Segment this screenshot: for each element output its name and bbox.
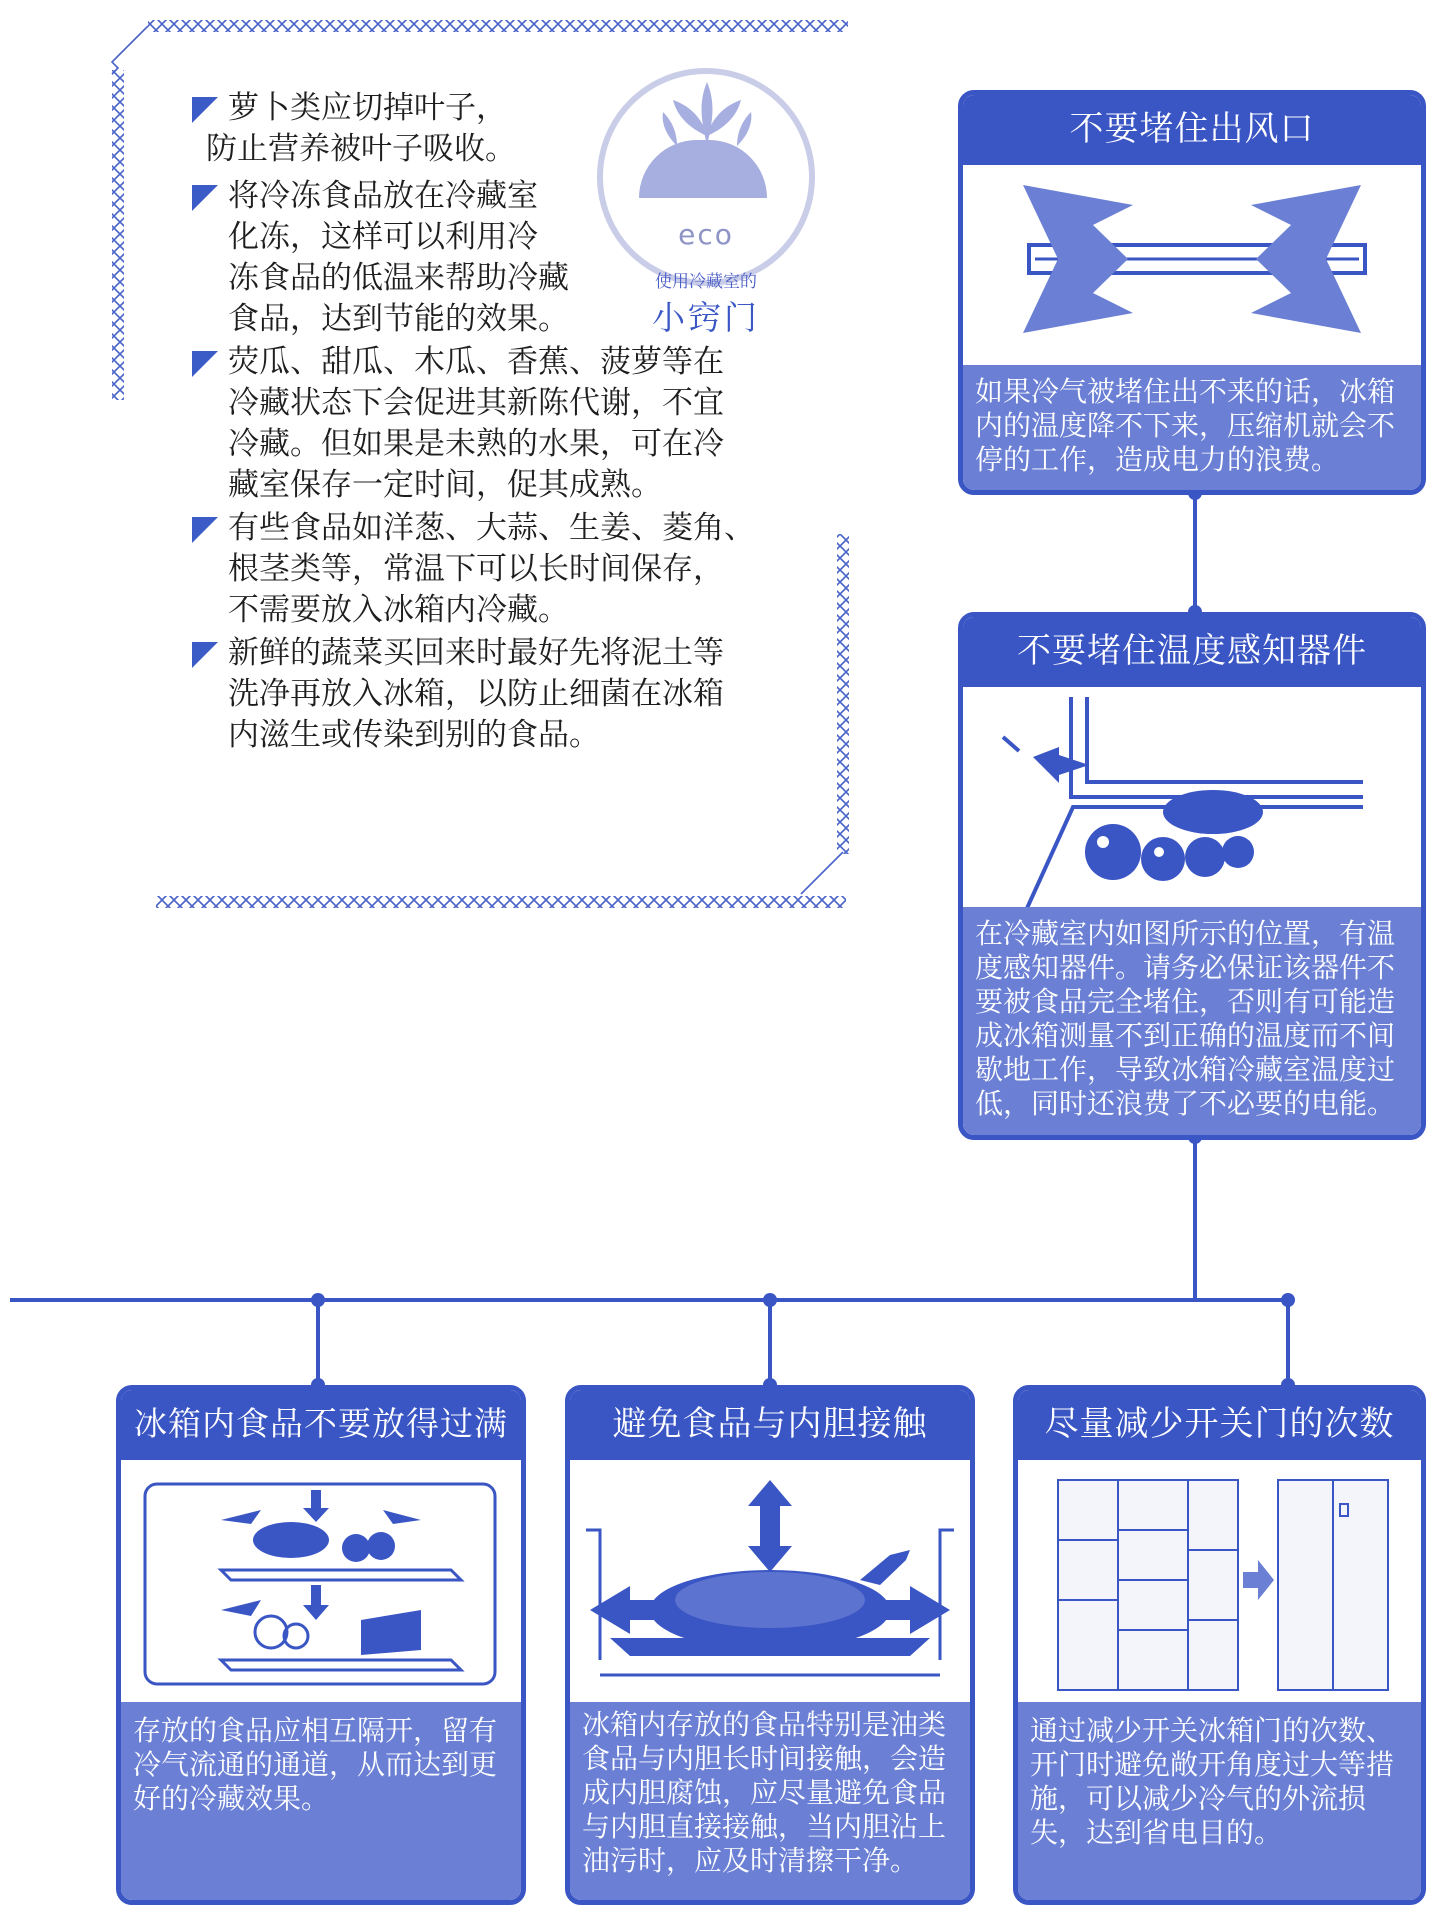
tip-item: 新鲜的蔬菜买回来时最好先将泥土等 洗净再放入冰箱，以防止细菌在冰箱 内滋生或传染到别的食品。 <box>190 633 810 756</box>
eco-word: eco <box>678 218 734 251</box>
card-full <box>116 1385 526 1905</box>
fridge-door-icon <box>1018 1460 1421 1710</box>
card-title: 不要堵住出风口 <box>963 95 1421 165</box>
eco-subtitle: 使用冷藏室的 <box>655 272 757 292</box>
card-vent <box>958 90 1426 495</box>
card-title: 避免食品与内胆接触 <box>570 1390 970 1460</box>
card-sensor <box>958 612 1426 1140</box>
airflow-arrows-icon <box>963 165 1421 365</box>
card-description: 存放的食品应相互隔开，留有冷气流通的通道，从而达到更好的冷藏效果。 <box>121 1702 521 1900</box>
card-description: 通过减少开关冰箱门的次数、开门时避免敞开角度过大等措施，可以减少冷气的外流损失，达到省电目的。 <box>1018 1702 1421 1900</box>
card-contact <box>565 1385 975 1905</box>
chicken-arrows-icon <box>570 1460 970 1710</box>
card-title: 不要堵住温度感知器件 <box>963 617 1421 687</box>
sensor-food-icon <box>963 687 1421 917</box>
tip-item: 将冷冻食品放在冷藏室 化冻，这样可以利用冷 冻食品的低温来帮助冷藏 食品，达到节能的效果。 <box>190 176 810 340</box>
eco-title: 小窍门 <box>652 298 760 337</box>
card-title: 尽量减少开关门的次数 <box>1018 1390 1421 1460</box>
card-door <box>1013 1385 1426 1905</box>
tip-item: 有些食品如洋葱、大蒜、生姜、菱角、 根茎类等，常温下可以长时间保存， 不需要放入冰箱内冷藏。 <box>190 508 810 631</box>
tip-item: 萝卜类应切掉叶子， 防止营养被叶子吸收。 <box>190 88 810 170</box>
card-description: 在冷藏室内如图所示的位置，有温度感知器件。请务必保证该器件不要被食品完全堵住，否则有可能造成冰箱测量不到正确的温度而不间歇地工作，导致冰箱冷藏室温度过低，同时还浪费了不必要的电能。 <box>963 907 1421 1135</box>
card-description: 冰箱内存放的食品特别是油类食品与内胆长时间接触，会造成内胆腐蚀，应尽量避免食品与内胆直接接触，当内胆沾上油污时，应及时清擦干净。 <box>570 1702 970 1900</box>
card-description: 如果冷气被堵住出不来的话，冰箱内的温度降不下来，压缩机就会不停的工作，造成电力的浪费。 <box>963 365 1421 490</box>
tip-item: 荧瓜、甜瓜、木瓜、香蕉、菠萝等在 冷藏状态下会促进其新陈代谢，不宜 冷藏。但如果是未熟的水果，可在冷 藏室保存一定时间，促其成熟。 <box>190 342 810 506</box>
card-title: 冰箱内食品不要放得过满 <box>121 1390 521 1460</box>
shelf-food-icon <box>121 1460 521 1710</box>
